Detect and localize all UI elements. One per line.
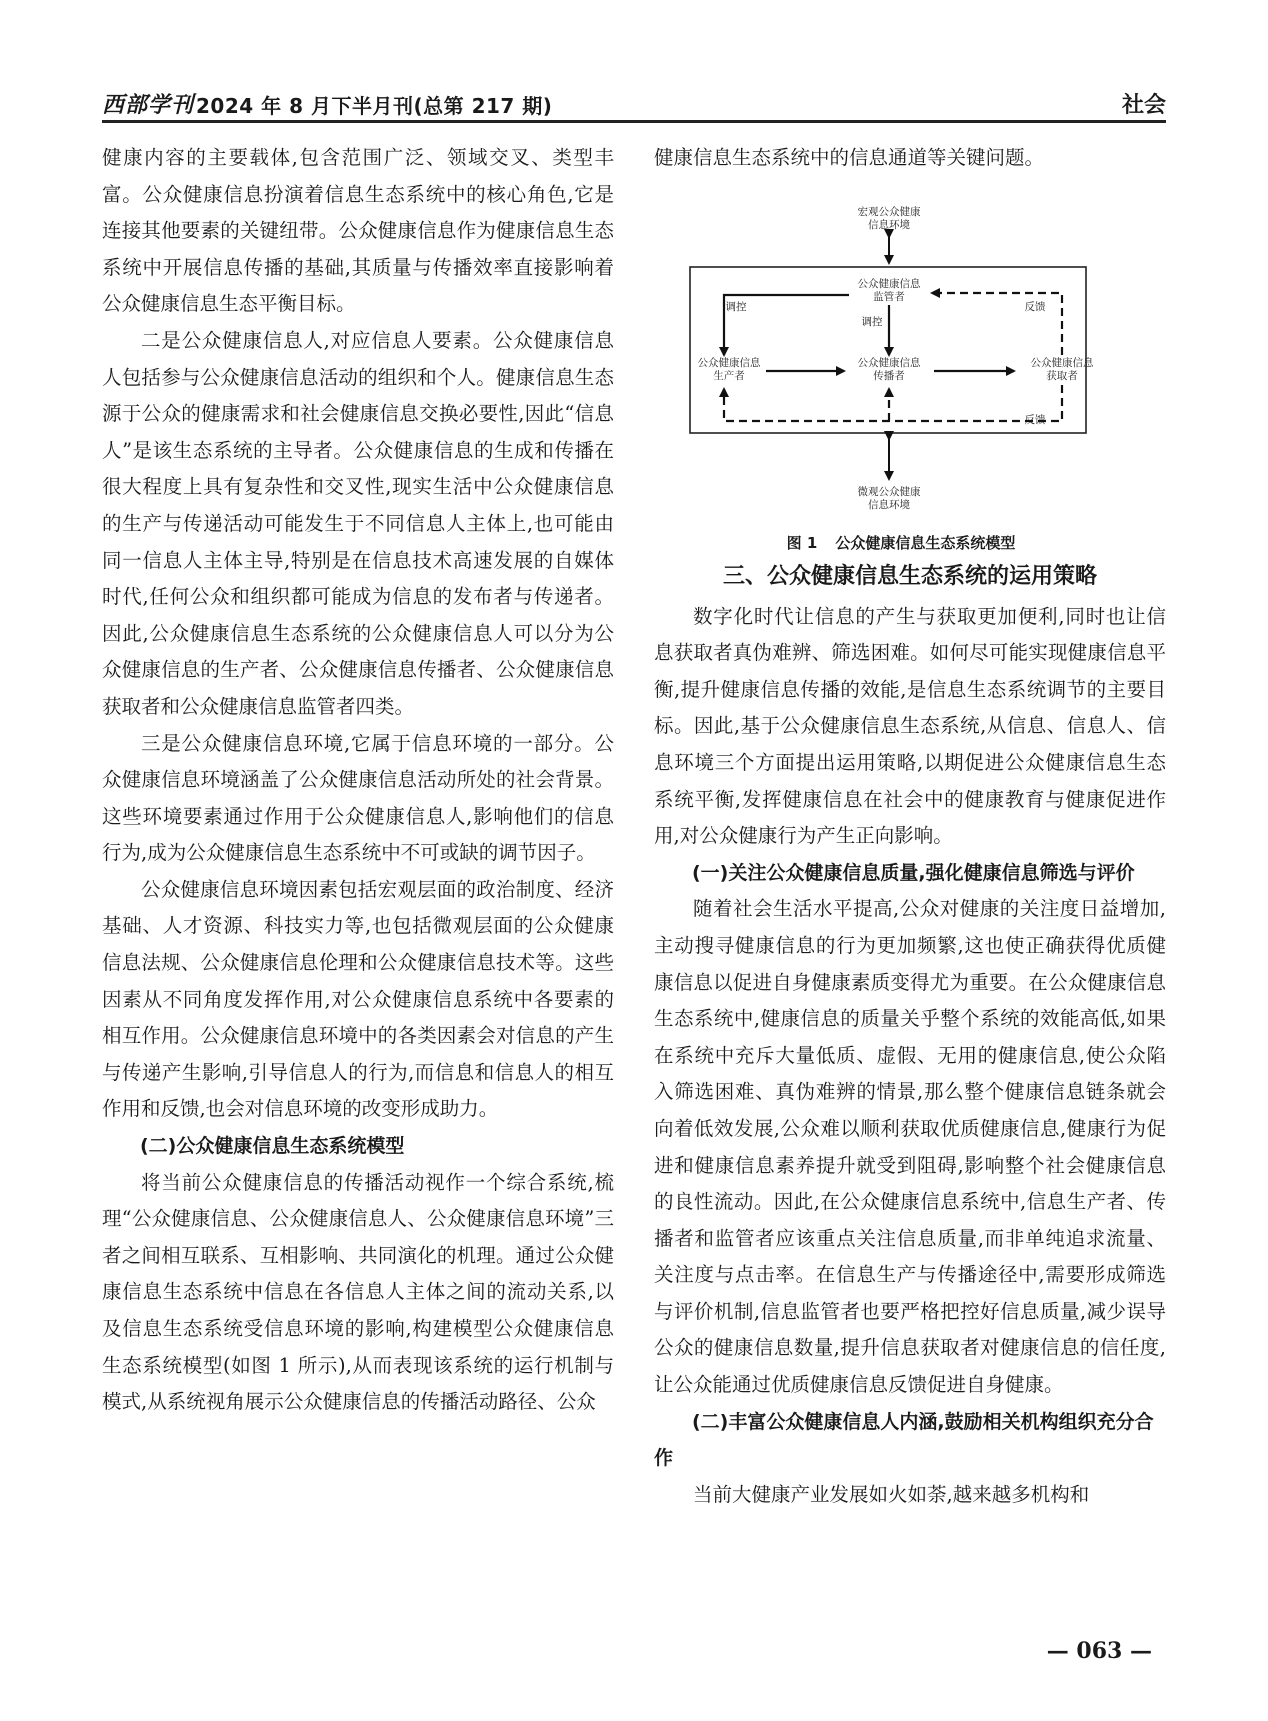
paragraph: 随着社会生活水平提高,公众对健康的关注度日益增加,主动搜寻健康信息的行为更加频繁,这也使正确获得优质健康信息以促进自身健康素质变得尤为重要。在公众健康信息生态系统中,健康信息的质量关乎整个系统的效能高低,如果在系统中充斥大量低质、虚假、无用的健康信息,使公众陷入筛选困难、真伪难辨的情景,那么整个健康信息链条就会向着低效发展,公众难以顺利获取优质健康信息,健康行为促进和健康信息素养提升就受到阻碍,影响整个社会健康信息的良性流动。因此,在公众健康信息系统中,信息生产者、传播者和监管者应该重点关注信息质量,而非单纯追求流量、关注度与点击率。在信息生产与传播途径中,需要形成筛选与评价机制,信息监管者也要严格把控好信息质量,减少误导公众的健康信息数量,提升信息获取者对健康信息的信任度,让公众能通过优质健康信息反馈促进自身健康。: [654, 897, 1166, 1397]
paragraph: 当前大健康产业发展如火如荼,越来越多机构和: [693, 1482, 1090, 1506]
subsection-heading: (一)关注公众健康信息质量,强化健康信息筛选与评价: [692, 861, 1135, 884]
micro-env-label-1: 微观公众健康: [857, 485, 921, 498]
acquirer-label-1: 公众健康信息: [1030, 356, 1094, 369]
right-column: [654, 140, 1166, 1513]
spreader-label-1: 公众健康信息: [857, 356, 921, 369]
paragraph: 二是公众健康信息人,对应信息人要素。公众健康信息人包括参与公众健康信息活动的组织和个人。健康信息生态源于公众的健康需求和社会健康信息交换必要性,因此“信息人”是该生态系统的主导者。公众健康信息的生成和传播在很大程度上具有复杂性和交叉性,现实生活中公众健康信息的生产与传递活动可能发生于不同信息人主体上,也可能由同一信息人主体主导,特别是在信息技术高速发展的自媒体时代,任何公众和组织都可能成为信息的发布者与传递者。因此,公众健康信息生态系统的公众健康信息人可以分为公众健康信息的生产者、公众健康信息传播者、公众健康信息获取者和公众健康信息监管者四类。: [102, 328, 614, 718]
control-left-label: 调控: [725, 300, 747, 313]
feedback-bottom-arrow: [724, 385, 1062, 421]
paragraph: 将当前公众健康信息的传播活动视作一个综合系统,梳理“公众健康信息、公众健康信息人、公众健康信息环境”三者之间相互联系、互相影响、共同演化的机理。通过公众健康信息生态系统中信息在各信息人主体之间的流动关系,以及信息生态系统受信息环境的影响,构建模型公众健康信息生态系统模型(如图 1 所示),从而表现该系统的运行机制与模式,从系统视角展示公众健康信息的传播活动路径、公众: [102, 1170, 614, 1414]
spreader-label-2: 传播者: [873, 369, 905, 382]
paragraph: 健康内容的主要载体,包含范围广泛、领域交叉、类型丰富。公众健康信息扮演着信息生态系统中的核心角色,它是连接其他要素的关键纽带。公众健康信息作为健康信息生态系统中开展信息传播的基础,其质量与传播效率直接影响着公众健康信息生态平衡目标。: [102, 146, 614, 316]
paragraph: 公众健康信息环境因素包括宏观层面的政治制度、经济基础、人才资源、科技实力等,也包括微观层面的公众健康信息法规、公众健康信息伦理和公众健康信息技术等。这些因素从不同角度发挥作用,对公众健康信息系统中各要素的相互作用。公众健康信息环境中的各类因素会对信息的产生与传递产生影响,引导信息人的行为,而信息和信息人的相互作用和反馈,也会对信息环境的改变形成助力。: [102, 877, 614, 1121]
micro-env-label-2: 信息环境: [868, 498, 910, 511]
control-mid-label: 调控: [861, 315, 883, 328]
regulator-label-2: 监管者: [873, 290, 905, 303]
feedback-top-label: 反馈: [1024, 300, 1046, 313]
paragraph: 数字化时代让信息的产生与获取更加便利,同时也让信息获取者真伪难辨、筛选困难。如何尽可能实现健康信息平衡,提升健康信息传播的效能,是信息生态系统调节的主要目标。因此,基于公众健康信息生态系统,从信息、信息人、信息环境三个方面提出运用策略,以期促进公众健康信息生态系统平衡,发挥健康信息在社会中的健康教育与健康促进作用,对公众健康行为产生正向影响。: [654, 604, 1166, 848]
subsection-heading: (二)公众健康信息生态系统模型: [140, 1135, 405, 1158]
figure-number: 图 1: [786, 533, 818, 552]
macro-env-label-2: 信息环境: [868, 218, 910, 231]
acquirer-label-2: 获取者: [1046, 369, 1078, 382]
figure-caption: [654, 531, 1166, 555]
issue-info: 2024 年 8 月下半月刊(总第 217 期): [196, 94, 553, 118]
paragraph: 健康信息生态系统中的信息通道等关键问题。: [654, 146, 1045, 169]
producer-label-1: 公众健康信息: [697, 356, 761, 369]
left-column: [102, 140, 614, 1421]
journal-logo: 西部学刊: [102, 92, 195, 118]
feedback-bottom-label: 反馈: [1024, 413, 1046, 426]
ecosystem-model-diagram: [654, 179, 1166, 529]
page-number: — 063 —: [1046, 1638, 1152, 1664]
figure-title: 公众健康信息生态系统模型: [835, 533, 1016, 552]
macro-env-label-1: 宏观公众健康: [857, 205, 921, 218]
paragraph: 三是公众健康信息环境,它属于信息环境的一部分。公众健康信息环境涵盖了公众健康信息活动所处的社会背景。这些环境要素通过作用于公众健康信息人,影响他们的信息行为,成为公众健康信息生态系统中不可或缺的调节因子。: [102, 731, 614, 865]
section-label: 社会: [1121, 93, 1166, 118]
figure-1: [654, 179, 1166, 529]
subsection-heading: (二)丰富公众健康信息人内涵,鼓励相关机构组织充分合作: [654, 1410, 1154, 1470]
section-heading: 三、公众健康信息生态系统的运用策略: [722, 563, 1097, 589]
producer-label-2: 生产者: [713, 369, 745, 382]
running-header: [102, 86, 1166, 123]
regulator-label-1: 公众健康信息: [857, 277, 921, 290]
